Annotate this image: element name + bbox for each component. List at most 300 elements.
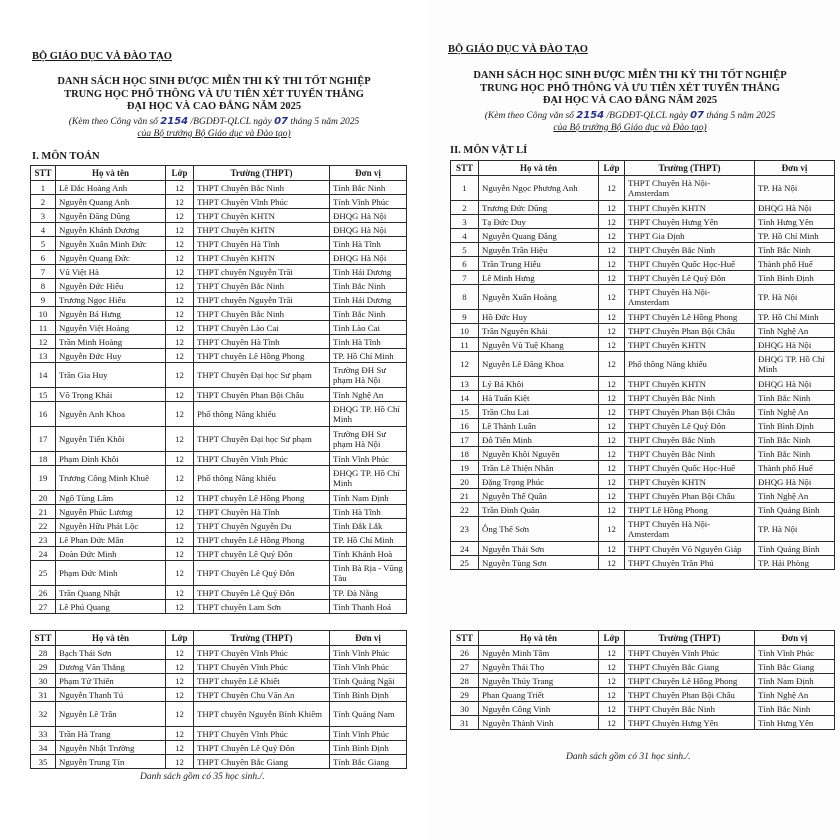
cell-name: Nguyễn Đức Hiếu	[56, 279, 166, 293]
cell-stt: 21	[31, 505, 56, 519]
cell-stt: 32	[31, 702, 56, 727]
table-row	[31, 321, 407, 335]
cell-name: Trần Nguyên Khải	[479, 324, 599, 338]
cell-unit: Tỉnh Nam Định	[330, 491, 407, 505]
cell-name: Phan Quang Triết	[479, 688, 599, 702]
cell-school: THPT Chuyên Hà Nội-Amsterdam	[625, 285, 755, 310]
cell-name: Ngô Tùng Lâm	[56, 491, 166, 505]
cell-stt: 21	[451, 489, 479, 503]
cell-grade: 12	[599, 419, 625, 433]
cell-name: Đoàn Đức Minh	[56, 547, 166, 561]
cell-unit: Tỉnh Hà Tĩnh	[330, 505, 407, 519]
cell-name: Tạ Đức Duy	[479, 215, 599, 229]
cell-stt: 3	[451, 215, 479, 229]
cell-school: THPT Chuyên Lê Hồng Phong	[625, 674, 755, 688]
header-school: Trường (THPT)	[625, 161, 755, 176]
cell-grade: 12	[166, 646, 194, 660]
ref-signatory: của Bộ trưởng Bộ Giáo dục và Đào tạo)	[553, 123, 707, 133]
cell-grade: 12	[166, 251, 194, 265]
cell-school: THPT Chuyên KHTN	[194, 251, 330, 265]
cell-name: Lê Phan Đức Mân	[56, 533, 166, 547]
table-row	[451, 285, 835, 310]
cell-unit: TP. Hồ Chí Minh	[755, 229, 835, 243]
list-count-note: Danh sách gồm có 31 học sinh./.	[566, 752, 691, 762]
cell-unit: Tỉnh Vĩnh Phúc	[330, 646, 407, 660]
cell-unit: Tỉnh Hà Tĩnh	[330, 335, 407, 349]
cell-unit: Tỉnh Nghệ An	[330, 388, 407, 402]
cell-stt: 26	[31, 586, 56, 600]
cell-stt: 28	[451, 674, 479, 688]
table-row	[451, 271, 835, 285]
cell-school: THPT Chuyên Phan Bội Châu	[625, 489, 755, 503]
cell-unit: Tỉnh Nghệ An	[755, 688, 835, 702]
cell-school: THPT Chuyên Lào Cai	[194, 321, 330, 335]
cell-unit: Tỉnh Quảng Bình	[755, 503, 835, 517]
cell-grade: 12	[599, 377, 625, 391]
table-row	[451, 419, 835, 433]
cell-grade: 12	[166, 209, 194, 223]
cell-grade: 12	[166, 727, 194, 741]
cell-name: Lê Đắc Hoàng Anh	[56, 181, 166, 195]
cell-school: THPT Chuyên Lê Quý Đôn	[194, 741, 330, 755]
cell-name: Trần Quang Nhật	[56, 586, 166, 600]
cell-school: THPT Chuyên Vĩnh Phúc	[194, 727, 330, 741]
cell-stt: 11	[31, 321, 56, 335]
cell-school: Phổ thông Năng khiếu	[625, 352, 755, 377]
cell-school: THPT Chuyên Vĩnh Phúc	[194, 195, 330, 209]
cell-grade: 12	[166, 547, 194, 561]
cell-unit: Tỉnh Quảng Nam	[330, 702, 407, 727]
cell-school: THPT chuyên Lê Hồng Phong	[194, 349, 330, 363]
cell-stt: 16	[451, 419, 479, 433]
cell-grade: 12	[599, 352, 625, 377]
cell-stt: 13	[451, 377, 479, 391]
header-stt: STT	[451, 631, 479, 646]
cell-grade: 12	[599, 310, 625, 324]
cell-unit: Tỉnh Vĩnh Phúc	[330, 727, 407, 741]
cell-stt: 7	[451, 271, 479, 285]
header-unit: Đơn vị	[755, 631, 835, 646]
cell-grade: 12	[166, 519, 194, 533]
cell-name: Nguyễn Vũ Tuệ Khang	[479, 338, 599, 352]
cell-unit: Tỉnh Khánh Hoà	[330, 547, 407, 561]
cell-name: Hà Tuấn Kiệt	[479, 391, 599, 405]
header-unit: Đơn vị	[330, 631, 407, 646]
cell-name: Trần Đình Quân	[479, 503, 599, 517]
cell-grade: 12	[166, 388, 194, 402]
cell-grade: 12	[166, 293, 194, 307]
cell-stt: 18	[451, 447, 479, 461]
cell-unit: ĐHQG TP. Hồ Chí Minh	[330, 466, 407, 491]
cell-unit: ĐHQG Hà Nội	[330, 209, 407, 223]
table-row	[451, 324, 835, 338]
cell-school: THPT Chuyên Hà Tĩnh	[194, 335, 330, 349]
cell-unit: TP. Hải Phòng	[755, 556, 835, 570]
section-title-physics: II. MÔN VẬT LÍ	[450, 145, 528, 156]
cell-school: THPT Chuyên Hà Nội-Amsterdam	[625, 176, 755, 201]
cell-grade: 12	[599, 285, 625, 310]
cell-name: Nguyễn Trần Hiệu	[479, 243, 599, 257]
cell-grade: 12	[599, 702, 625, 716]
table-row	[31, 519, 407, 533]
ref-text: /BGDĐT-QLCL ngày	[604, 111, 691, 121]
cell-school: THPT chuyên Lê Hồng Phong	[194, 533, 330, 547]
header-unit: Đơn vị	[755, 161, 835, 176]
cell-unit: Tỉnh Quảng Ngãi	[330, 674, 407, 688]
cell-unit: Tỉnh Nghệ An	[755, 405, 835, 419]
table-row	[31, 561, 407, 586]
cell-grade: 12	[166, 195, 194, 209]
title-line: DANH SÁCH HỌC SINH ĐƯỢC MIỄN THI KỲ THI TỐT NGHIỆP	[57, 76, 371, 87]
cell-school: THPT chuyên Lam Sơn	[194, 600, 330, 614]
cell-name: Dương Văn Thắng	[56, 660, 166, 674]
cell-grade: 12	[599, 405, 625, 419]
cell-stt: 11	[451, 338, 479, 352]
cell-school: THPT Chuyên KHTN	[194, 209, 330, 223]
cell-school: THPT Chuyên Hà Nội-Amsterdam	[625, 517, 755, 542]
ministry-name: BỘ GIÁO DỤC VÀ ĐÀO TẠO	[32, 51, 172, 62]
cell-grade: 12	[166, 702, 194, 727]
cell-name: Nguyễn Đăng Dũng	[56, 209, 166, 223]
cell-stt: 6	[31, 251, 56, 265]
cell-name: Nguyễn Bá Hưng	[56, 307, 166, 321]
table-row	[451, 475, 835, 489]
table-row	[451, 489, 835, 503]
table-row	[451, 646, 835, 660]
table-row	[451, 517, 835, 542]
cell-stt: 4	[31, 223, 56, 237]
cell-grade: 12	[166, 466, 194, 491]
cell-unit: Tỉnh Bắc Ninh	[755, 447, 835, 461]
cell-grade: 12	[599, 433, 625, 447]
cell-name: Võ Trọng Khải	[56, 388, 166, 402]
table-row	[451, 391, 835, 405]
cell-school: THPT Lê Hồng Phong	[625, 503, 755, 517]
cell-name: Nguyễn Phúc Lương	[56, 505, 166, 519]
cell-name: Nguyễn Hữu Phát Lộc	[56, 519, 166, 533]
math-student-table-continued	[30, 630, 407, 769]
cell-unit: TP. Hà Nội	[755, 285, 835, 310]
cell-unit: Tỉnh Bà Rịa - Vũng Tàu	[330, 561, 407, 586]
table-row	[451, 338, 835, 352]
table-row	[31, 660, 407, 674]
table-row	[451, 377, 835, 391]
cell-name: Phạm Đức Minh	[56, 561, 166, 586]
cell-unit: Tỉnh Bình Định	[755, 419, 835, 433]
cell-school: THPT Chuyên Lê Hồng Phong	[625, 310, 755, 324]
header-stt: STT	[451, 161, 479, 176]
table-row	[451, 688, 835, 702]
cell-name: Nguyễn Xuân Minh Đức	[56, 237, 166, 251]
cell-grade: 12	[166, 279, 194, 293]
cell-stt: 19	[451, 461, 479, 475]
cell-name: Bạch Thái Sơn	[56, 646, 166, 660]
cell-unit: ĐHQG Hà Nội	[755, 475, 835, 489]
cell-name: Trần Trung Hiếu	[479, 257, 599, 271]
cell-school: THPT Chuyên Bắc Ninh	[194, 279, 330, 293]
cell-grade: 12	[599, 556, 625, 570]
cell-stt: 35	[31, 755, 56, 769]
cell-grade: 12	[599, 475, 625, 489]
cell-stt: 24	[451, 542, 479, 556]
cell-grade: 12	[166, 402, 194, 427]
cell-stt: 12	[451, 352, 479, 377]
cell-name: Nguyễn Quang Đăng	[479, 229, 599, 243]
cell-grade: 12	[599, 646, 625, 660]
cell-unit: Trường ĐH Sư phạm Hà Nội	[330, 363, 407, 388]
table-row	[451, 660, 835, 674]
cell-grade: 12	[166, 660, 194, 674]
header-name: Họ và tên	[56, 166, 166, 181]
cell-stt: 17	[31, 427, 56, 452]
cell-unit: Tỉnh Hà Tĩnh	[330, 237, 407, 251]
table-row	[451, 201, 835, 215]
cell-school: THPT Chuyên Phan Bội Châu	[194, 388, 330, 402]
cell-name: Lê Minh Hưng	[479, 271, 599, 285]
cell-name: Lý Bá Khôi	[479, 377, 599, 391]
cell-unit: Tỉnh Bình Định	[330, 741, 407, 755]
cell-grade: 12	[166, 265, 194, 279]
reference-note	[432, 110, 828, 134]
cell-grade: 12	[166, 491, 194, 505]
cell-school: THPT Chuyên Đại học Sư phạm	[194, 363, 330, 388]
cell-name: Nguyễn Thúy Trang	[479, 674, 599, 688]
cell-unit: Tỉnh Bắc Giang	[755, 660, 835, 674]
cell-stt: 33	[31, 727, 56, 741]
cell-stt: 30	[451, 702, 479, 716]
cell-unit: Tỉnh Bắc Ninh	[755, 243, 835, 257]
cell-name: Nguyễn Công Vinh	[479, 702, 599, 716]
table-row	[451, 542, 835, 556]
table-row	[31, 265, 407, 279]
table-row	[451, 461, 835, 475]
cell-school: THPT Chuyên Bắc Ninh	[625, 391, 755, 405]
cell-stt: 1	[451, 176, 479, 201]
table-row	[31, 646, 407, 660]
cell-unit: Tỉnh Bắc Ninh	[330, 307, 407, 321]
ref-text: /BGDĐT-QLCL ngày	[188, 117, 275, 127]
cell-school: THPT Chuyên Bắc Giang	[194, 755, 330, 769]
cell-grade: 12	[599, 176, 625, 201]
cell-stt: 29	[451, 688, 479, 702]
cell-unit: Tỉnh Hưng Yên	[755, 716, 835, 730]
physics-student-table	[450, 160, 835, 570]
header-stt: STT	[31, 631, 56, 646]
cell-school: THPT Chuyên Bắc Giang	[625, 660, 755, 674]
cell-grade: 12	[166, 533, 194, 547]
cell-school: THPT Chuyên KHTN	[625, 475, 755, 489]
document-title	[20, 76, 408, 114]
table-row	[31, 388, 407, 402]
cell-school: THPT Chuyên Đại học Sư phạm	[194, 427, 330, 452]
title-line: TRUNG HỌC PHỔ THÔNG VÀ ƯU TIÊN XÉT TUYỂN THẲNG	[64, 88, 364, 100]
cell-school: THPT Chuyên Vĩnh Phúc	[194, 646, 330, 660]
cell-unit: Tỉnh Bắc Giang	[330, 755, 407, 769]
cell-school: THPT Chuyên Trần Phú	[625, 556, 755, 570]
cell-name: Nguyễn Thanh Tú	[56, 688, 166, 702]
table-row	[31, 209, 407, 223]
table-header-row	[451, 161, 835, 176]
cell-school: THPT Chuyên Vĩnh Phúc	[194, 660, 330, 674]
cell-stt: 16	[31, 402, 56, 427]
cell-stt: 8	[31, 279, 56, 293]
cell-school: THPT Chuyên Chu Văn An	[194, 688, 330, 702]
cell-school: THPT Chuyên Vĩnh Phúc	[194, 452, 330, 466]
cell-school: Phổ thông Năng khiếu	[194, 402, 330, 427]
cell-unit: ĐHQG Hà Nội	[755, 377, 835, 391]
header-school: Trường (THPT)	[194, 631, 330, 646]
cell-name: Đặng Trọng Phúc	[479, 475, 599, 489]
cell-grade: 12	[599, 324, 625, 338]
cell-stt: 31	[451, 716, 479, 730]
cell-stt: 17	[451, 433, 479, 447]
cell-unit: TP. Hà Nội	[755, 176, 835, 201]
handwritten-doc-number: 2154	[160, 116, 189, 127]
table-row	[451, 674, 835, 688]
cell-school: THPT Chuyên Quốc Học-Huế	[625, 257, 755, 271]
cell-unit: Tỉnh Thanh Hoá	[330, 600, 407, 614]
table-row	[31, 427, 407, 452]
cell-unit: ĐHQG Hà Nội	[330, 223, 407, 237]
cell-name: Nguyễn Trung Tín	[56, 755, 166, 769]
cell-school: THPT chuyên Lê Khiết	[194, 674, 330, 688]
cell-stt: 15	[31, 388, 56, 402]
cell-unit: Tỉnh Vĩnh Phúc	[330, 660, 407, 674]
cell-unit: Tỉnh Bình Định	[330, 688, 407, 702]
table-row	[31, 335, 407, 349]
cell-grade: 12	[166, 335, 194, 349]
cell-grade: 12	[166, 363, 194, 388]
cell-school: THPT Chuyên Phan Bội Châu	[625, 405, 755, 419]
table-row	[31, 491, 407, 505]
cell-school: THPT Chuyên Lê Quý Đôn	[625, 419, 755, 433]
cell-school: THPT Chuyên KHTN	[625, 201, 755, 215]
cell-grade: 12	[599, 229, 625, 243]
table-row	[451, 447, 835, 461]
math-student-table	[30, 165, 407, 614]
table-row	[451, 229, 835, 243]
cell-stt: 25	[31, 561, 56, 586]
cell-grade: 12	[599, 201, 625, 215]
cell-unit: Tỉnh Nam Định	[755, 674, 835, 688]
table-row	[31, 363, 407, 388]
cell-stt: 23	[31, 533, 56, 547]
cell-stt: 28	[31, 646, 56, 660]
title-line: ĐẠI HỌC VÀ CAO ĐẲNG NĂM 2025	[542, 95, 718, 106]
cell-unit: Thành phố Huế	[755, 257, 835, 271]
cell-school: THPT Chuyên KHTN	[625, 377, 755, 391]
ref-signatory: của Bộ trưởng Bộ Giáo dục và Đào tạo)	[137, 129, 291, 139]
cell-unit: Tỉnh Bắc Ninh	[330, 181, 407, 195]
cell-unit: Tỉnh Bình Định	[755, 271, 835, 285]
cell-grade: 12	[166, 688, 194, 702]
table-row	[31, 741, 407, 755]
cell-unit: Tỉnh Hưng Yên	[755, 215, 835, 229]
table-row	[31, 674, 407, 688]
cell-unit: TP. Hồ Chí Minh	[330, 533, 407, 547]
cell-stt: 6	[451, 257, 479, 271]
cell-stt: 25	[451, 556, 479, 570]
table-row	[31, 688, 407, 702]
cell-school: THPT Chuyên Nguyễn Du	[194, 519, 330, 533]
table-row	[31, 533, 407, 547]
cell-unit: Tỉnh Lào Cai	[330, 321, 407, 335]
reference-note	[20, 116, 408, 140]
cell-grade: 12	[599, 542, 625, 556]
cell-school: Phổ thông Năng khiếu	[194, 466, 330, 491]
table-row	[451, 405, 835, 419]
cell-unit: Tỉnh Vĩnh Phúc	[330, 452, 407, 466]
table-row	[451, 702, 835, 716]
cell-school: THPT Chuyên Bắc Ninh	[625, 447, 755, 461]
cell-school: THPT Chuyên Bắc Ninh	[194, 181, 330, 195]
cell-unit: TP. Hồ Chí Minh	[755, 310, 835, 324]
cell-school: THPT chuyên Lê Hồng Phong	[194, 491, 330, 505]
cell-stt: 9	[451, 310, 479, 324]
cell-name: Nguyễn Xuân Hoàng	[479, 285, 599, 310]
table-row	[451, 215, 835, 229]
table-header-row	[31, 631, 407, 646]
cell-unit: ĐHQG Hà Nội	[755, 201, 835, 215]
cell-school: THPT Chuyên Quốc Học-Huế	[625, 461, 755, 475]
handwritten-doc-number: 2154	[576, 110, 605, 121]
table-row	[451, 310, 835, 324]
cell-stt: 5	[31, 237, 56, 251]
table-row	[451, 556, 835, 570]
cell-unit: ĐHQG Hà Nội	[330, 251, 407, 265]
physics-student-table-continued	[450, 630, 835, 730]
handwritten-day: 07	[690, 110, 705, 121]
cell-stt: 23	[451, 517, 479, 542]
cell-unit: TP. Hà Nội	[755, 517, 835, 542]
cell-name: Trần Minh Hoàng	[56, 335, 166, 349]
cell-grade: 12	[599, 338, 625, 352]
header-school: Trường (THPT)	[194, 166, 330, 181]
cell-grade: 12	[166, 181, 194, 195]
cell-unit: Tỉnh Vĩnh Phúc	[330, 195, 407, 209]
cell-stt: 18	[31, 452, 56, 466]
cell-name: Nguyễn Việt Hoàng	[56, 321, 166, 335]
header-grade: Lớp	[599, 161, 625, 176]
table-header-row	[451, 631, 835, 646]
cell-name: Vũ Việt Hà	[56, 265, 166, 279]
cell-name: Lê Phú Quang	[56, 600, 166, 614]
title-line: TRUNG HỌC PHỔ THÔNG VÀ ƯU TIÊN XÉT TUYỂN THẲNG	[480, 82, 780, 94]
cell-school: THPT chuyên Lê Quý Đôn	[194, 547, 330, 561]
cell-name: Nguyễn Quang Anh	[56, 195, 166, 209]
cell-name: Nguyễn Thành Vinh	[479, 716, 599, 730]
title-line: DANH SÁCH HỌC SINH ĐƯỢC MIỄN THI KỲ THI TỐT NGHIỆP	[473, 70, 787, 81]
cell-unit: ĐHQG Hà Nội	[755, 338, 835, 352]
document-title	[432, 70, 828, 108]
cell-grade: 12	[166, 452, 194, 466]
cell-stt: 14	[451, 391, 479, 405]
cell-unit: TP. Hồ Chí Minh	[330, 349, 407, 363]
table-header-row	[31, 166, 407, 181]
title-line: ĐẠI HỌC VÀ CAO ĐẲNG NĂM 2025	[126, 101, 302, 112]
cell-school: THPT Chuyên Bắc Ninh	[625, 433, 755, 447]
cell-school: THPT Gia Định	[625, 229, 755, 243]
cell-stt: 19	[31, 466, 56, 491]
header-name: Họ và tên	[479, 161, 599, 176]
cell-grade: 12	[599, 257, 625, 271]
cell-name: Nguyễn Ngọc Phương Anh	[479, 176, 599, 201]
cell-unit: Tỉnh Bắc Ninh	[755, 391, 835, 405]
cell-grade: 12	[166, 321, 194, 335]
header-school: Trường (THPT)	[625, 631, 755, 646]
cell-stt: 31	[31, 688, 56, 702]
cell-unit: Tỉnh Nghệ An	[755, 489, 835, 503]
